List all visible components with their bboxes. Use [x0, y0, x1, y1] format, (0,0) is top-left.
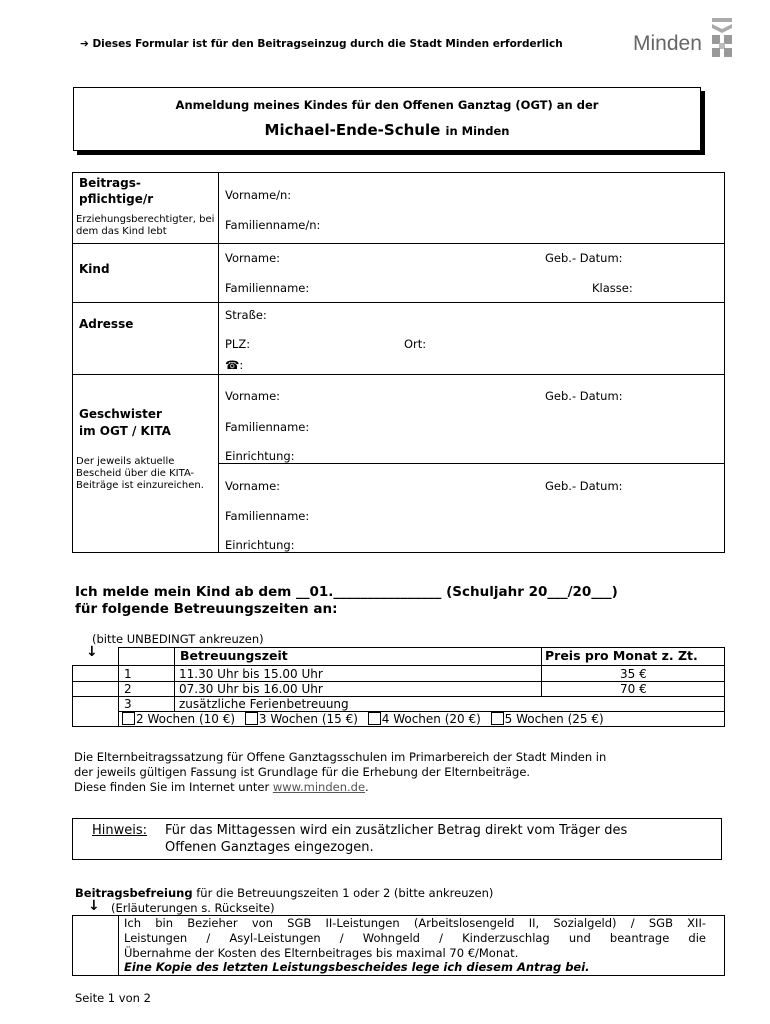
street-field[interactable]: Straße: [225, 308, 267, 322]
exemption-text3: Übernahme der Kosten des Elternbeitrages bis maximal 70 €/Monat. [124, 946, 519, 960]
exemption-text1: Ich bin Bezieher von SGB II-Leistungen (Arbeitslosengeld II, Sozialgeld) / SGB XII- [124, 916, 706, 930]
start-date-field[interactable]: __01.________________ [296, 584, 442, 600]
row2-price: 70 € [620, 682, 647, 696]
statute-line1: Die Elternbeitragssatzung für Offene Ganztagsschulen im Primarbereich der Stadt Minden in [74, 750, 607, 764]
statute-line3: Diese finden Sie im Internet unter www.minden.de. [74, 780, 369, 794]
exemption-checkbox[interactable] [80, 918, 114, 972]
row2-time: 07.30 Uhr bis 16.00 Uhr [179, 682, 323, 696]
row3-checkbox[interactable] [80, 697, 114, 725]
page-number: Seite 1 von 2 [75, 991, 151, 1005]
payer-note: Erziehungsberechtigter, bei dem das Kind lebt [76, 214, 215, 237]
row1-time: 11.30 Uhr bis 15.00 Uhr [179, 667, 323, 681]
sibling2-first-name-field[interactable]: Vorname: [225, 479, 281, 493]
payer-first-name-field[interactable]: Vorname/n: [225, 188, 292, 202]
sibling1-first-name-field[interactable]: Vorname: [225, 389, 281, 403]
checkbox-icon [368, 712, 381, 725]
title-box [73, 87, 701, 151]
checkbox-icon [245, 712, 258, 725]
hint-box [72, 818, 722, 860]
school-name: Michael-Ende-Schule [264, 121, 441, 139]
siblings-note: Der jeweils aktuelle Bescheid über die KITA-Beiträge ist einzureichen. [76, 456, 204, 491]
row1-num: 1 [124, 667, 132, 681]
minden-logo-mark-icon [712, 18, 732, 60]
row1-price: 35 € [620, 667, 647, 681]
title-line2 [74, 121, 700, 139]
statute-line2: der jeweils gültigen Fassung ist Grundlage für die Erhebung der Elternbeiträge. [74, 765, 531, 779]
col-time-header: Betreuungszeit [180, 648, 288, 663]
holiday-option-5-weeks[interactable]: 5 Wochen (25 €) [491, 712, 604, 726]
exemption-text2: Leistungen / Asyl-Leistungen / Wohngeld / Kinderzuschlag und beantrage die [124, 931, 706, 945]
siblings-label: Geschwister im OGT / KITA [79, 407, 171, 438]
sibling1-institution-field[interactable]: Einrichtung: [225, 449, 295, 463]
phone-field[interactable]: ☎: [225, 358, 244, 372]
hint-label: Hinweis: [92, 823, 148, 838]
logo-text: Minden [633, 32, 702, 55]
child-label: Kind [79, 262, 110, 276]
holiday-options [122, 712, 604, 726]
title-line1: Anmeldung meines Kindes für den Offenen Ganztag (OGT) an der [175, 98, 599, 112]
payer-label: Beitrags- pflichtige/r [79, 176, 154, 206]
registration-line2: für folgende Betreuungszeiten an: [75, 601, 338, 617]
registration-line1 [75, 584, 618, 600]
school-city: in Minden [445, 124, 510, 138]
exemption-text4: Eine Kopie des letzten Leistungsbescheides lege ich diesem Antrag bei. [124, 960, 590, 974]
city-field[interactable]: Ort: [404, 337, 427, 351]
registration-text: Ich melde mein Kind ab dem [75, 584, 296, 600]
row2-num: 2 [124, 682, 132, 696]
row2-checkbox[interactable] [80, 682, 114, 695]
school-year-field[interactable]: (Schuljahr 20___/20___) [441, 584, 618, 600]
top-note: ➔ Dieses Formular ist für den Beitragseinzug durch die Stadt Minden erforderlich [80, 38, 563, 50]
sibling2-institution-field[interactable]: Einrichtung: [225, 538, 295, 552]
care-hint: (bitte UNBEDINGT ankreuzen) [92, 632, 264, 646]
payer-last-name-field[interactable]: Familienname/n: [225, 218, 321, 232]
checkbox-icon [491, 712, 504, 725]
arrow-down-icon: ↓ [88, 898, 100, 914]
address-label: Adresse [79, 317, 134, 331]
col-price-header: Preis pro Monat z. Zt. [545, 648, 698, 663]
minden-website-link[interactable]: www.minden.de [272, 780, 366, 794]
holiday-option-2-weeks[interactable]: 2 Wochen (10 €) [122, 712, 235, 726]
exemption-sub: (Erläuterungen s. Rückseite) [111, 901, 275, 915]
child-last-name-field[interactable]: Familienname: [225, 281, 310, 295]
child-first-name-field[interactable]: Vorname: [225, 251, 281, 265]
hint-line2: Offenen Ganztages eingezogen. [165, 840, 374, 855]
row3-time: zusätzliche Ferienbetreuung [179, 697, 349, 711]
exemption-title: Beitragsbefreiung für die Betreuungszeiten 1 oder 2 (bitte ankreuzen) [75, 886, 494, 900]
child-class-field[interactable]: Klasse: [592, 281, 633, 295]
sibling2-birth-date-field[interactable]: Geb.- Datum: [545, 479, 623, 493]
holiday-option-3-weeks[interactable]: 3 Wochen (15 €) [245, 712, 358, 726]
row3-num: 3 [124, 697, 132, 711]
sibling2-last-name-field[interactable]: Familienname: [225, 509, 310, 523]
minden-logo [633, 18, 733, 62]
zip-field[interactable]: PLZ: [225, 337, 251, 351]
holiday-option-4-weeks[interactable]: 4 Wochen (20 €) [368, 712, 481, 726]
sibling1-last-name-field[interactable]: Familienname: [225, 420, 310, 434]
checkbox-icon [122, 712, 135, 725]
sibling1-birth-date-field[interactable]: Geb.- Datum: [545, 389, 623, 403]
child-birth-date-field[interactable]: Geb.- Datum: [545, 251, 623, 265]
arrow-down-icon: ↓ [86, 644, 98, 660]
row1-checkbox[interactable] [80, 667, 114, 680]
hint-line1: Für das Mittagessen wird ein zusätzlicher Betrag direkt vom Träger des [165, 823, 628, 838]
